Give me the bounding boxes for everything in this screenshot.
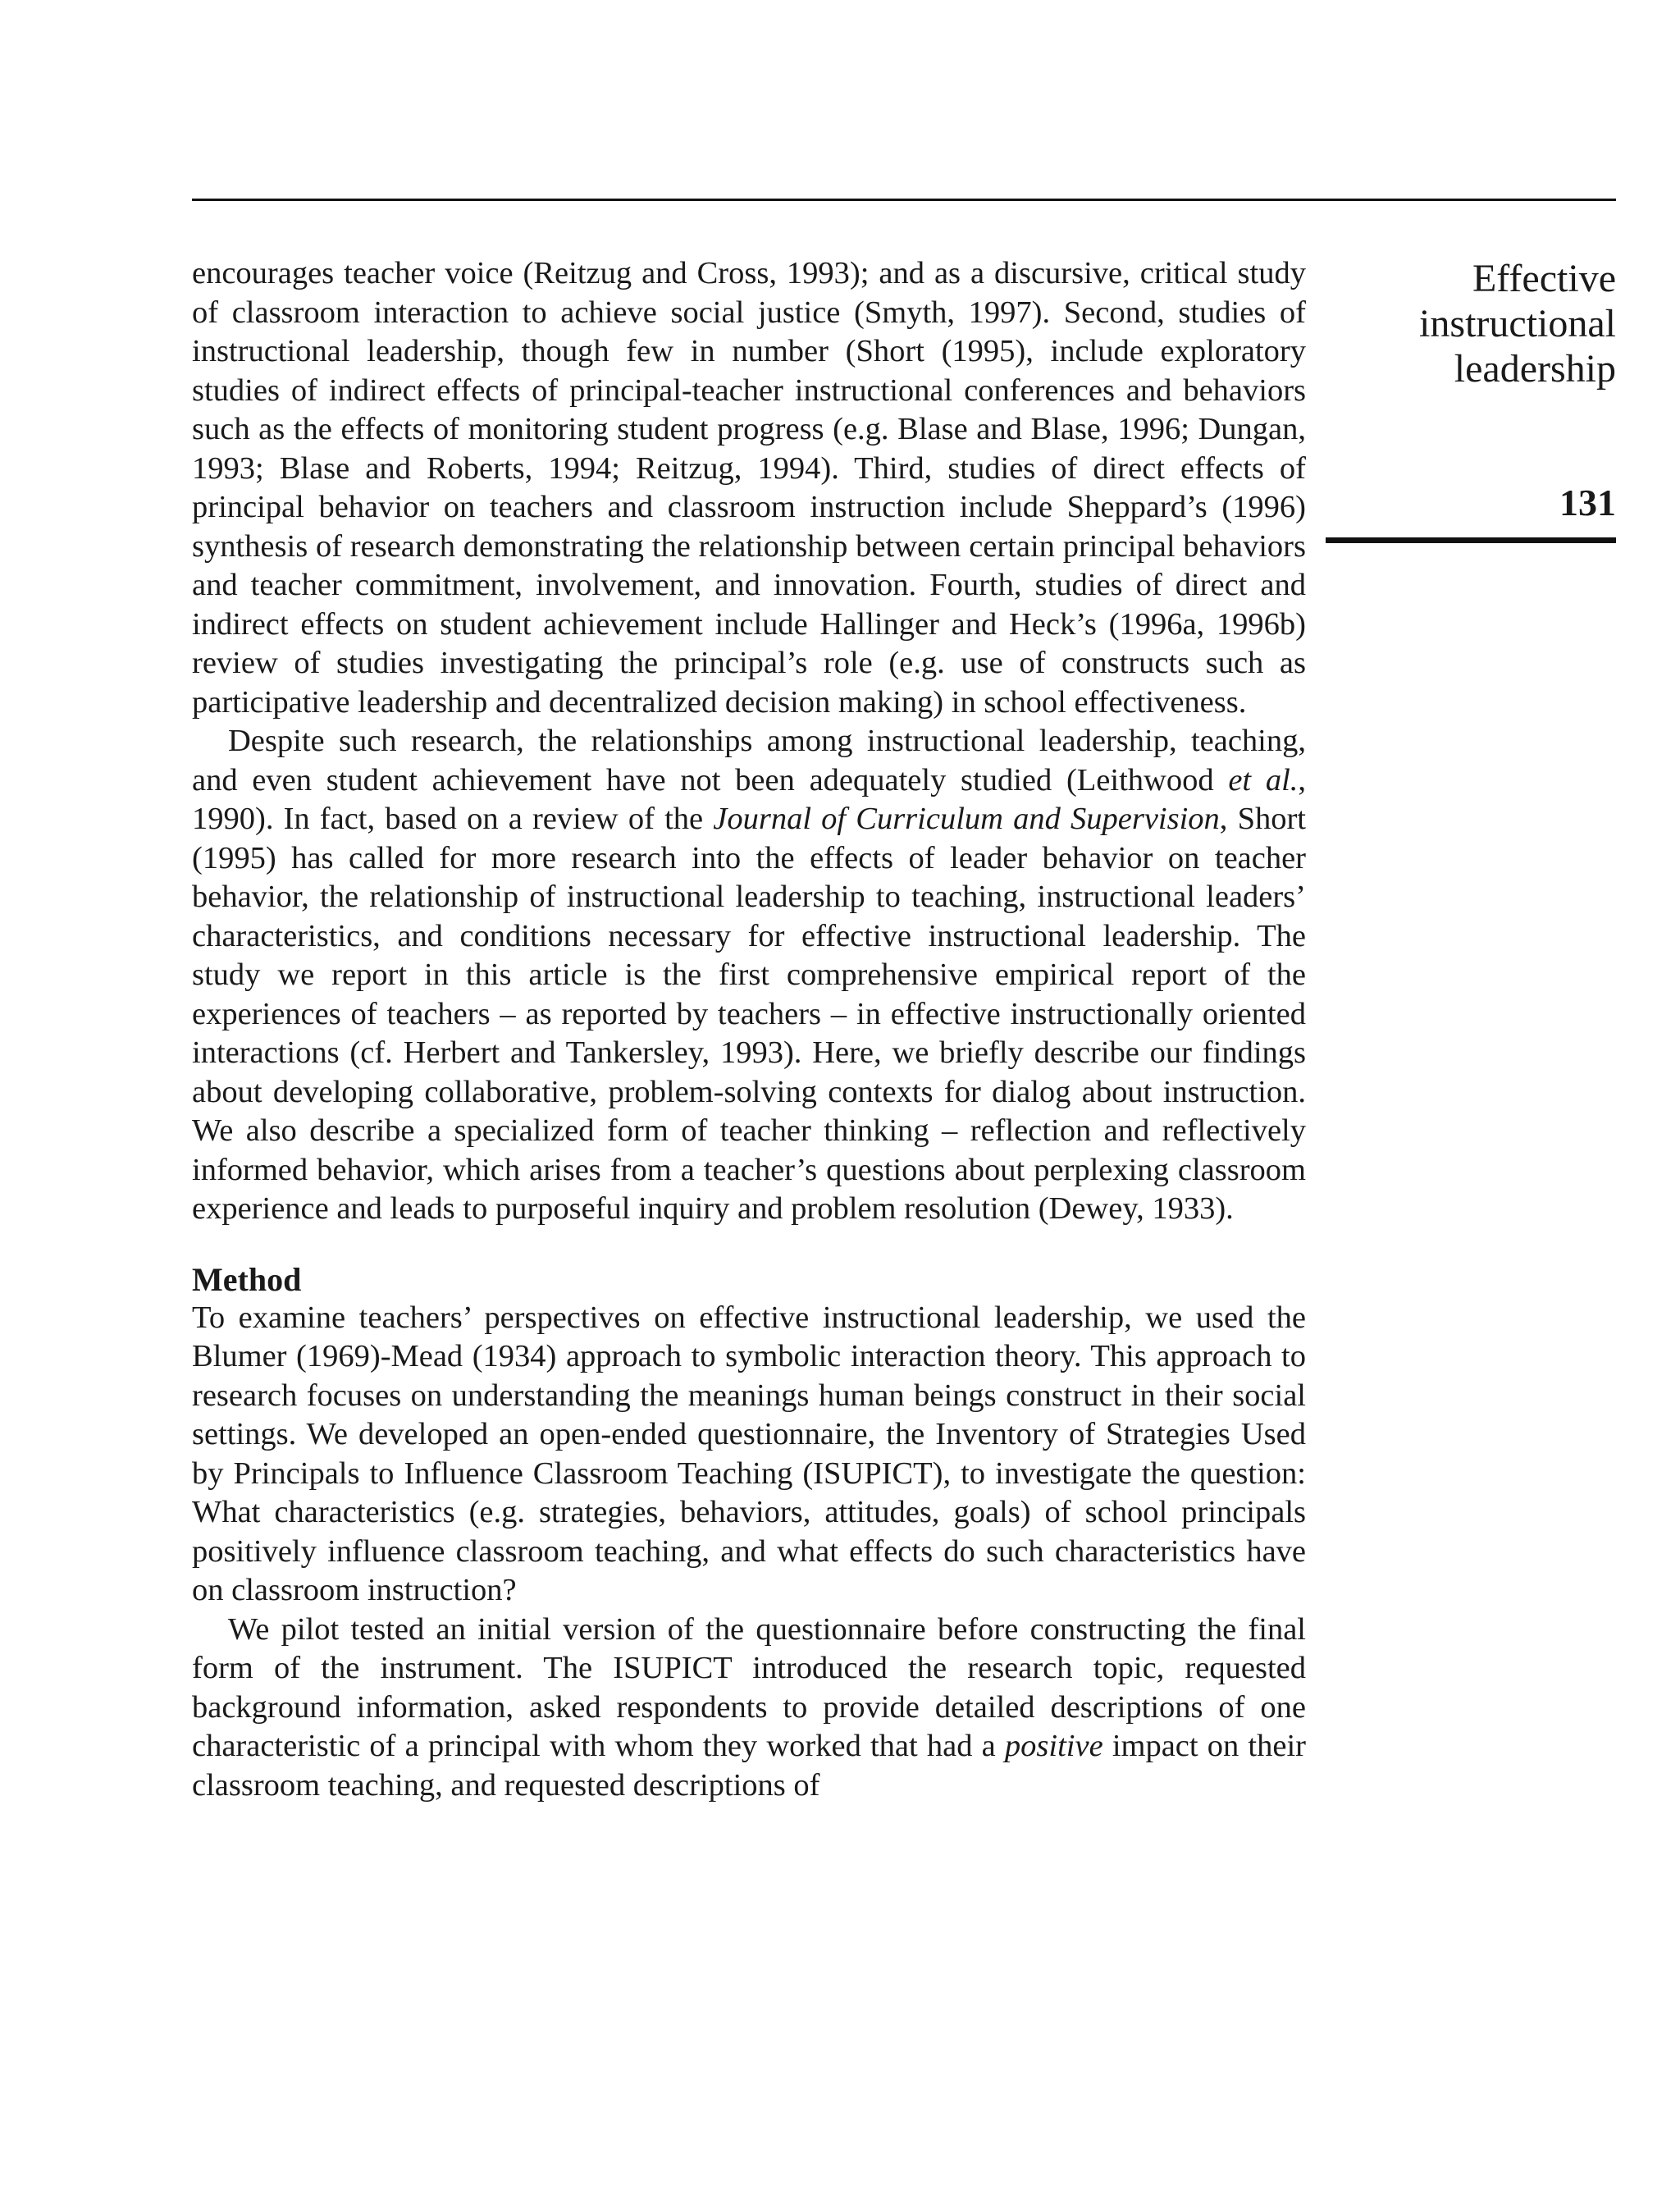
paragraph <box>192 1611 1306 1806</box>
paragraph: To examine teachers’ perspectives on effective instructional leadership, we used the Blumer (1969)-Mead (1934) approach to symbolic interaction theory. This approach to research focuses on understanding the meanings human beings construct in their social settings. We developed an open-ended questionnaire, the Inventory of Strategies Used by Principals to Influence Classroom Teaching (ISUPICT), to investigate the question: What characteristics (e.g. strategies, behaviors, attitudes, goals) of school principals positively influence classroom teaching, and what effects do such characteristics have on classroom instruction? <box>192 1300 1306 1607</box>
italic-text: Journal of Curriculum and Supervision <box>713 802 1220 836</box>
italic-text: et al. <box>1228 762 1299 797</box>
page-number: 131 <box>1559 482 1616 523</box>
running-head-line: Effective <box>1472 257 1616 300</box>
text-span: impact on their classroom teaching, and requested descriptions of <box>192 1729 1306 1803</box>
running-head-line: leadership <box>1454 347 1616 391</box>
side-rule <box>1326 537 1616 543</box>
body-column <box>192 254 1306 1805</box>
paragraph: encourages teacher voice (Reitzug and Cross, 1993); and as a discursive, critical study of classroom interaction to achieve social justice (Smyth, 1997). Second, studies of instructional leadership, though few in number (Short (1995), include exploratory studies of indirect effects of principal-teacher instructional conferences and behaviors such as the effects of monitoring student progress (e.g. Blase and Blase, 1996; Dungan, 1993; Blase and Roberts, 1994; Reitzug, 1994). Third, studies of direct effects of principal behavior on teachers and classroom instruction include Sheppard’s (1996) synthesis of research demonstrating the relationship between certain principal behaviors and teacher commitment, involvement, and innovation. Fourth, studies of direct and indirect effects on student achievement include Hallinger and Heck’s (1996a, 1996b) review of studies investigating the principal’s role (e.g. use of constructs such as participative leadership and decentralized decision making) in school effectiveness. <box>192 256 1306 720</box>
italic-text: positive <box>1004 1729 1103 1763</box>
text-span: , 1990). In fact, based on a review of the <box>192 762 1307 836</box>
top-rule <box>192 199 1616 201</box>
running-head <box>1337 256 1616 391</box>
paragraph <box>192 722 1306 1229</box>
text-span: Despite such research, the relationships among instructional leadership, teaching, and even student achievement have not been adequately studied (Leithwood <box>192 724 1306 797</box>
text-span: , Short (1995) has called for more research into the effects of leader behavior on teacher behavior, the relationship of instructional leadership to teaching, instructional leaders’ characteristics, and conditions necessary for effective instructional leadership. The study we report in this article is the first comprehensive empirical report of the experiences of teachers – as reported by teachers – in effective instructionally oriented interactions (cf. Herbert and Tankersley, 1993). Here, we briefly describe our findings about developing collaborative, problem-solving contexts for dialog about instruction. We also describe a specialized form of teacher thinking – reflection and reflectively informed behavior, which arises from a teacher’s questions about perplexing classroom experience and leads to purposeful inquiry and problem resolution (Dewey, 1933). <box>192 802 1306 1226</box>
section-heading-method: Method <box>192 1260 302 1298</box>
running-head-line: instructional <box>1419 302 1616 345</box>
text-span: We pilot tested an initial version of the questionnaire before constructing the final form of the instrument. The ISUPICT introduced the research topic, requested background information, asked respondents to provide detailed descriptions of one characteristic of a principal with whom they worked that had a <box>192 1611 1306 1763</box>
